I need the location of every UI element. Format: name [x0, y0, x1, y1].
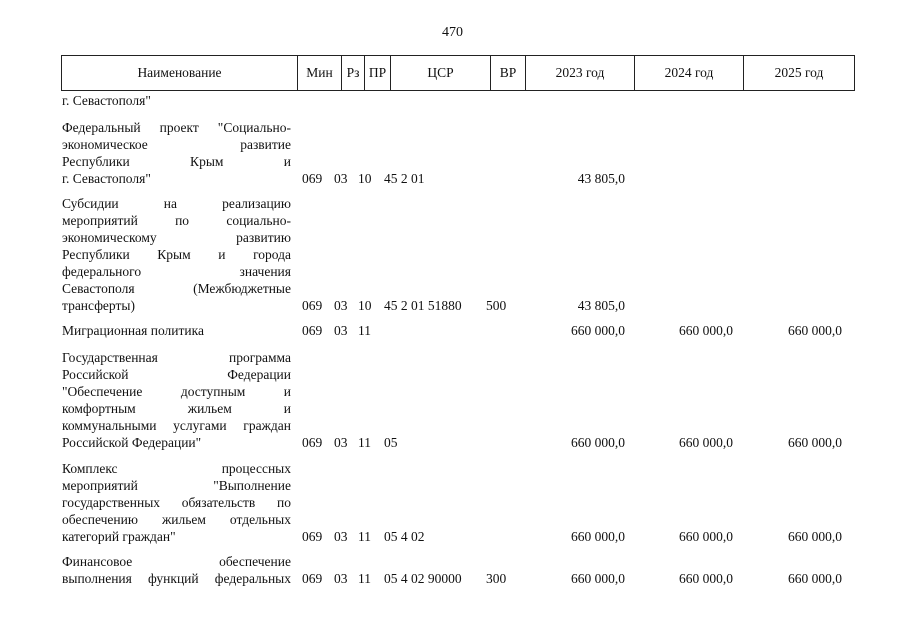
cell-pr: 11: [358, 529, 371, 544]
cell-min: 069: [302, 435, 323, 450]
cell-pr: 10: [358, 171, 372, 186]
table-header: [61, 55, 855, 91]
cell-rz: 03: [334, 323, 348, 338]
row-name: [62, 322, 291, 339]
row-name: [62, 119, 291, 187]
cell-y2024: 660 000,0: [679, 529, 733, 544]
cell-min: 069: [302, 171, 323, 186]
row-name-line: обеспечению жильем отдельных: [62, 512, 291, 527]
row-name-line: федерального значения: [62, 264, 291, 279]
column-header-vr: ВР: [490, 56, 525, 90]
cell-y2023: 660 000,0: [571, 529, 625, 544]
row-name-line: экономическому развитию: [62, 230, 291, 245]
column-header-min: Мин: [297, 56, 341, 90]
cell-pr: 10: [358, 298, 372, 313]
row-name-line: Финансовое обеспечение: [62, 554, 291, 569]
cell-rz: 03: [334, 529, 348, 544]
column-header-name: Наименование: [137, 65, 222, 80]
row-name-line: Федеральный проект "Социально-: [62, 120, 291, 135]
row-name-line: коммунальными услугами граждан: [62, 418, 291, 433]
cell-pr: 11: [358, 323, 371, 338]
row-name-line: г. Севастополя": [62, 93, 151, 108]
row-name-line: Республики Крым и: [62, 154, 291, 169]
row-name-line: Республики Крым и города: [62, 247, 291, 262]
row-name-line: трансферты): [62, 298, 135, 313]
cell-y2024: 660 000,0: [679, 571, 733, 586]
cell-y2025: 660 000,0: [788, 435, 842, 450]
column-header-2024: 2024 год: [634, 56, 743, 90]
cell-vr: 300: [486, 571, 507, 586]
column-header-2023: 2023 год: [525, 56, 634, 90]
column-header-2025: 2025 год: [743, 56, 854, 90]
row-name-line: комфортным жильем и: [62, 401, 291, 416]
row-name: [62, 92, 291, 109]
cell-y2025: 660 000,0: [788, 529, 842, 544]
row-name: [62, 349, 291, 451]
row-name-line: мероприятий по социально-: [62, 213, 291, 228]
cell-csr: 05: [384, 435, 398, 450]
cell-rz: 03: [334, 435, 348, 450]
row-name-line: категорий граждан": [62, 529, 176, 544]
column-header-csr: ЦСР: [390, 56, 490, 90]
row-name-line: Миграционная политика: [62, 323, 204, 338]
cell-y2023: 660 000,0: [571, 323, 625, 338]
row-name-line: Субсидии на реализацию: [62, 196, 291, 211]
row-name-line: Российской Федерации: [62, 367, 291, 382]
cell-csr: 45 2 01 51880: [384, 298, 462, 313]
cell-rz: 03: [334, 171, 348, 186]
cell-pr: 11: [358, 571, 371, 586]
cell-y2023: 660 000,0: [571, 435, 625, 450]
cell-rz: 03: [334, 298, 348, 313]
page-number: 470: [442, 25, 463, 40]
cell-y2023: 43 805,0: [577, 171, 625, 186]
cell-y2025: 660 000,0: [788, 571, 842, 586]
cell-vr: 500: [486, 298, 507, 313]
row-name-line: экономическое развитие: [62, 137, 291, 152]
row-name-line: государственных обязательств по: [62, 495, 291, 510]
row-name-line: Комплекс процессных: [62, 461, 291, 476]
row-name: [62, 195, 291, 314]
cell-csr: 05 4 02 90000: [384, 571, 462, 586]
row-name-line: "Обеспечение доступным и: [62, 384, 291, 399]
cell-y2024: 660 000,0: [679, 435, 733, 450]
cell-min: 069: [302, 323, 323, 338]
row-name-line: г. Севастополя": [62, 171, 151, 186]
cell-min: 069: [302, 298, 323, 313]
cell-y2024: 660 000,0: [679, 323, 733, 338]
row-name-line: выполнения функций федеральных: [62, 571, 291, 586]
row-name: [62, 553, 291, 587]
row-name: [62, 460, 291, 545]
cell-y2025: 660 000,0: [788, 323, 842, 338]
cell-rz: 03: [334, 571, 348, 586]
cell-y2023: 43 805,0: [577, 298, 625, 313]
cell-pr: 11: [358, 435, 371, 450]
row-name-line: мероприятий "Выполнение: [62, 478, 291, 493]
cell-csr: 05 4 02: [384, 529, 425, 544]
column-header-rz: Рз: [341, 56, 364, 90]
row-name-line: Государственная программа: [62, 350, 291, 365]
row-name-line: Севастополя (Межбюджетные: [62, 281, 291, 296]
cell-min: 069: [302, 571, 323, 586]
column-header-pr: ПР: [364, 56, 390, 90]
cell-min: 069: [302, 529, 323, 544]
cell-y2023: 660 000,0: [571, 571, 625, 586]
row-name-line: Российской Федерации": [62, 435, 202, 450]
cell-csr: 45 2 01: [384, 171, 425, 186]
